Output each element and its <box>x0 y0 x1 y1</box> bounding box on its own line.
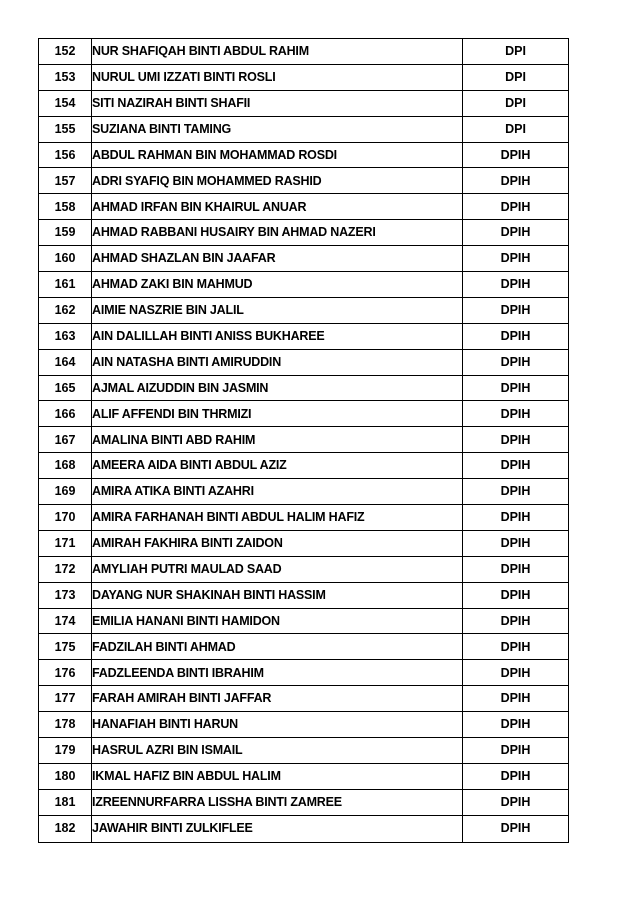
row-number-cell: 167 <box>39 427 92 453</box>
program-code-cell: DPI <box>463 116 569 142</box>
row-number-cell: 159 <box>39 220 92 246</box>
row-number-cell: 165 <box>39 375 92 401</box>
row-number-cell: 172 <box>39 556 92 582</box>
student-name-cell: SITI NAZIRAH BINTI SHAFII <box>92 90 463 116</box>
row-number-cell: 163 <box>39 323 92 349</box>
program-code-cell: DPIH <box>463 194 569 220</box>
row-number-cell: 157 <box>39 168 92 194</box>
student-name-cell: ADRI SYAFIQ BIN MOHAMMED RASHID <box>92 168 463 194</box>
program-code-cell: DPIH <box>463 375 569 401</box>
student-name-cell: AIMIE NASZRIE BIN JALIL <box>92 297 463 323</box>
row-number-cell: 177 <box>39 686 92 712</box>
table-row <box>39 556 569 582</box>
student-name-cell: FADZILAH BINTI AHMAD <box>92 634 463 660</box>
table-row <box>39 582 569 608</box>
program-code-cell: DPI <box>463 90 569 116</box>
student-name-cell: AHMAD RABBANI HUSAIRY BIN AHMAD NAZERI <box>92 220 463 246</box>
program-code-cell: DPIH <box>463 660 569 686</box>
table-row <box>39 39 569 65</box>
table-row <box>39 323 569 349</box>
program-code-cell: DPIH <box>463 815 569 842</box>
program-code-cell: DPIH <box>463 582 569 608</box>
student-name-cell: JAWAHIR BINTI ZULKIFLEE <box>92 815 463 842</box>
row-number-cell: 158 <box>39 194 92 220</box>
student-name-cell: NURUL UMI IZZATI BINTI ROSLI <box>92 64 463 90</box>
program-code-cell: DPIH <box>463 763 569 789</box>
program-code-cell: DPIH <box>463 220 569 246</box>
table-row <box>39 427 569 453</box>
row-number-cell: 176 <box>39 660 92 686</box>
student-name-cell: AJMAL AIZUDDIN BIN JASMIN <box>92 375 463 401</box>
program-code-cell: DPIH <box>463 634 569 660</box>
program-code-cell: DPIH <box>463 505 569 531</box>
program-code-cell: DPIH <box>463 272 569 298</box>
student-name-cell: FARAH AMIRAH BINTI JAFFAR <box>92 686 463 712</box>
student-name-cell: EMILIA HANANI BINTI HAMIDON <box>92 608 463 634</box>
program-code-cell: DPIH <box>463 427 569 453</box>
student-name-cell: SUZIANA BINTI TAMING <box>92 116 463 142</box>
row-number-cell: 170 <box>39 505 92 531</box>
table-row <box>39 660 569 686</box>
table-row <box>39 686 569 712</box>
student-name-cell: NUR SHAFIQAH BINTI ABDUL RAHIM <box>92 39 463 65</box>
row-number-cell: 164 <box>39 349 92 375</box>
table-row <box>39 194 569 220</box>
row-number-cell: 162 <box>39 297 92 323</box>
table-row <box>39 530 569 556</box>
row-number-cell: 156 <box>39 142 92 168</box>
program-code-cell: DPIH <box>463 142 569 168</box>
program-code-cell: DPIH <box>463 401 569 427</box>
program-code-cell: DPIH <box>463 246 569 272</box>
document-page <box>38 38 569 843</box>
program-code-cell: DPIH <box>463 168 569 194</box>
student-name-cell: AIN NATASHA BINTI AMIRUDDIN <box>92 349 463 375</box>
table-row <box>39 763 569 789</box>
table-row <box>39 168 569 194</box>
program-code-cell: DPIH <box>463 530 569 556</box>
row-number-cell: 179 <box>39 738 92 764</box>
row-number-cell: 169 <box>39 479 92 505</box>
row-number-cell: 160 <box>39 246 92 272</box>
row-number-cell: 154 <box>39 90 92 116</box>
program-code-cell: DPIH <box>463 686 569 712</box>
row-number-cell: 152 <box>39 39 92 65</box>
row-number-cell: 166 <box>39 401 92 427</box>
program-code-cell: DPIH <box>463 738 569 764</box>
table-row <box>39 789 569 815</box>
row-number-cell: 168 <box>39 453 92 479</box>
table-row <box>39 608 569 634</box>
table-row <box>39 375 569 401</box>
program-code-cell: DPIH <box>463 479 569 505</box>
program-code-cell: DPIH <box>463 453 569 479</box>
table-row <box>39 634 569 660</box>
student-name-cell: HASRUL AZRI BIN ISMAIL <box>92 738 463 764</box>
student-name-cell: AMIRAH FAKHIRA BINTI ZAIDON <box>92 530 463 556</box>
program-code-cell: DPIH <box>463 323 569 349</box>
row-number-cell: 180 <box>39 763 92 789</box>
student-name-cell: DAYANG NUR SHAKINAH BINTI HASSIM <box>92 582 463 608</box>
student-name-cell: FADZLEENDA BINTI IBRAHIM <box>92 660 463 686</box>
table-row <box>39 246 569 272</box>
program-code-cell: DPIH <box>463 712 569 738</box>
student-name-cell: AHMAD SHAZLAN BIN JAAFAR <box>92 246 463 272</box>
row-number-cell: 178 <box>39 712 92 738</box>
student-name-cell: AHMAD ZAKI BIN MAHMUD <box>92 272 463 298</box>
table-row <box>39 738 569 764</box>
row-number-cell: 155 <box>39 116 92 142</box>
student-name-cell: AMIRA ATIKA BINTI AZAHRI <box>92 479 463 505</box>
table-row <box>39 505 569 531</box>
program-code-cell: DPI <box>463 64 569 90</box>
table-row <box>39 815 569 842</box>
row-number-cell: 182 <box>39 815 92 842</box>
table-row <box>39 712 569 738</box>
table-row <box>39 272 569 298</box>
student-name-cell: ABDUL RAHMAN BIN MOHAMMAD ROSDI <box>92 142 463 168</box>
program-code-cell: DPIH <box>463 297 569 323</box>
table-row <box>39 297 569 323</box>
student-name-cell: AMEERA AIDA BINTI ABDUL AZIZ <box>92 453 463 479</box>
row-number-cell: 161 <box>39 272 92 298</box>
student-name-cell: AIN DALILLAH BINTI ANISS BUKHAREE <box>92 323 463 349</box>
row-number-cell: 153 <box>39 64 92 90</box>
student-name-cell: AMYLIAH PUTRI MAULAD SAAD <box>92 556 463 582</box>
student-list-table <box>38 38 569 843</box>
table-row <box>39 349 569 375</box>
row-number-cell: 173 <box>39 582 92 608</box>
program-code-cell: DPIH <box>463 608 569 634</box>
row-number-cell: 174 <box>39 608 92 634</box>
student-name-cell: HANAFIAH BINTI HARUN <box>92 712 463 738</box>
table-row <box>39 220 569 246</box>
table-row <box>39 116 569 142</box>
student-name-cell: ALIF AFFENDI BIN THRMIZI <box>92 401 463 427</box>
row-number-cell: 171 <box>39 530 92 556</box>
student-name-cell: AMALINA BINTI ABD RAHIM <box>92 427 463 453</box>
student-name-cell: IKMAL HAFIZ BIN ABDUL HALIM <box>92 763 463 789</box>
row-number-cell: 181 <box>39 789 92 815</box>
program-code-cell: DPIH <box>463 556 569 582</box>
student-name-cell: AHMAD IRFAN BIN KHAIRUL ANUAR <box>92 194 463 220</box>
program-code-cell: DPIH <box>463 349 569 375</box>
program-code-cell: DPIH <box>463 789 569 815</box>
table-row <box>39 401 569 427</box>
row-number-cell: 175 <box>39 634 92 660</box>
table-row <box>39 479 569 505</box>
table-row <box>39 453 569 479</box>
table-row <box>39 142 569 168</box>
program-code-cell: DPI <box>463 39 569 65</box>
student-name-cell: IZREENNURFARRA LISSHA BINTI ZAMREE <box>92 789 463 815</box>
table-row <box>39 64 569 90</box>
student-list-body <box>39 39 569 843</box>
table-row <box>39 90 569 116</box>
student-name-cell: AMIRA FARHANAH BINTI ABDUL HALIM HAFIZ <box>92 505 463 531</box>
